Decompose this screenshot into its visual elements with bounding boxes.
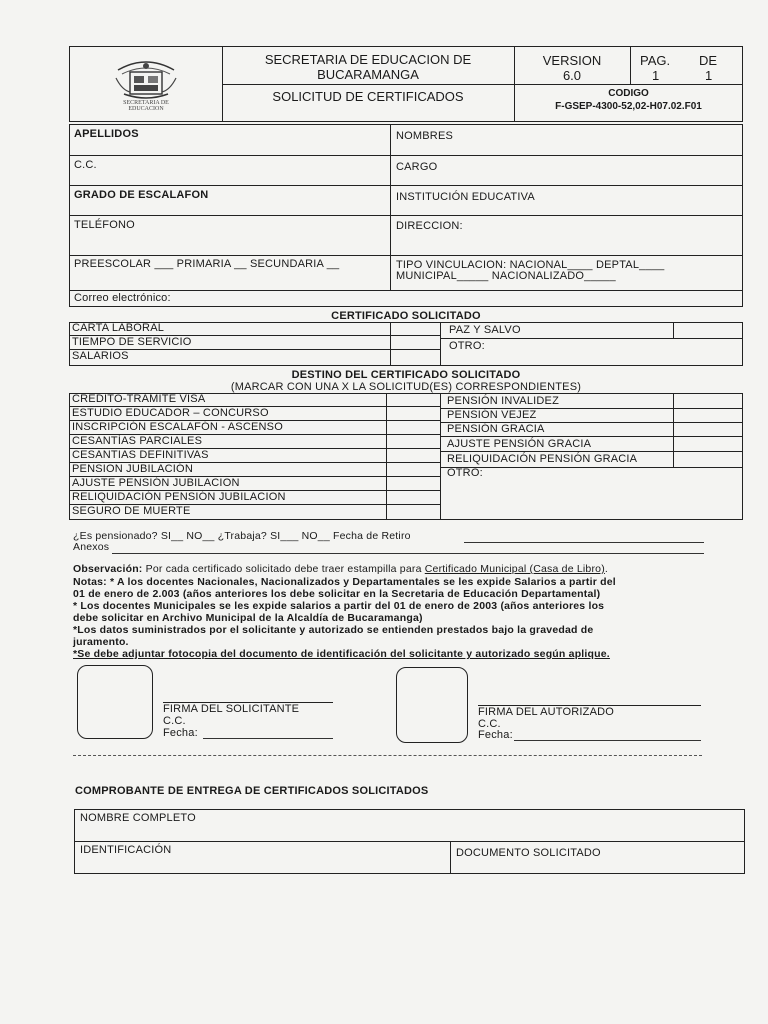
otro-certificado-field[interactable]: OTRO: <box>449 340 485 352</box>
check-cesantias-definitivas[interactable]: CESANTIAS DEFINITIVAS <box>72 449 209 461</box>
documento-solicitado-field[interactable]: DOCUMENTO SOLICITADO <box>456 847 601 859</box>
nota-3: * Los docentes Municipales se les expide salarios a partir del 01 de enero de 2003 (años anteriores los <box>73 600 605 612</box>
direccion-field[interactable]: DIRECCION: <box>396 220 463 232</box>
check-ajuste-pension-gracia[interactable]: AJUSTE PENSIÓN GRACIA <box>447 438 592 450</box>
observacion-label: Observación: <box>73 563 143 575</box>
page-label: PAG. <box>640 53 671 68</box>
observacion-text: Por cada certificado solicitado debe traer estampilla para <box>142 563 425 575</box>
nota-4: debe solicitar en Archivo Municipal de la Alcaldía de Bucaramanga) <box>73 612 423 624</box>
cargo-field[interactable]: CARGO <box>396 161 438 173</box>
observacion-link: Certificado Municipal (Casa de Libro) <box>424 563 605 575</box>
check-paz-salvo[interactable]: PAZ Y SALVO <box>449 324 521 336</box>
nota-7: *Se debe adjuntar fotocopia del documento de identificación del solicitante y autorizado según aplique. <box>73 648 610 660</box>
nombre-completo-field[interactable]: NOMBRE COMPLETO <box>80 812 196 824</box>
check-seguro-muerte[interactable]: SEGURO DE MUERTE <box>72 505 191 517</box>
check-carta-laboral[interactable]: CARTA LABORAL <box>72 322 165 334</box>
code-value: F-GSEP-4300-52,02-H07.02.F01 <box>555 101 702 112</box>
version-value: 6.0 <box>562 68 582 83</box>
check-pension-invalidez[interactable]: PENSIÓN INVALIDEZ <box>447 395 559 407</box>
check-credito-visa[interactable]: CREDITO-TRAMITE VISA <box>72 393 206 405</box>
nota-5: *Los datos suministrados por el solicitante y autorizado se entienden prestados bajo la gravedad de <box>73 624 594 636</box>
comprobante-title: COMPROBANTE DE ENTREGA DE CERTIFICADOS SOLICITADOS <box>75 785 429 797</box>
firma-autorizado-label[interactable]: FIRMA DEL AUTORIZADO <box>478 706 615 718</box>
form-title: SOLICITUD DE CERTIFICADOS <box>272 89 464 104</box>
seal-caption: SECRETARIA DE EDUCACION <box>123 100 169 112</box>
identificacion-field[interactable]: IDENTIFICACIÓN <box>80 844 172 856</box>
nota-2: 01 de enero de 2.003 (años anteriores los debe solicitar en la Secretaria de Educación Departamental) <box>73 588 601 600</box>
check-cesantias-parciales[interactable]: CESANTÍAS PARCIALES <box>72 435 203 447</box>
niveles-field[interactable]: PREESCOLAR ___ PRIMARIA __ SECUNDARIA __ <box>74 258 340 270</box>
pensionado-question[interactable]: ¿Es pensionado? SI__ NO__ ¿Trabaja? SI___ NO__ Fecha de Retiro <box>73 530 411 542</box>
nota-6: juramento. <box>73 636 129 648</box>
vinculacion-line2[interactable]: MUNICIPAL_____ NACIONALIZADO_____ <box>396 270 616 282</box>
vinculacion-line1[interactable]: TIPO VINCULACION: NACIONAL____ DEPTAL____ <box>396 259 665 271</box>
photo-box-autorizado <box>396 667 468 743</box>
version-label: VERSION <box>542 53 602 68</box>
check-estudio-concurso[interactable]: ESTUDIO EDUCADOR – CONCURSO <box>72 407 269 419</box>
code-label: CODIGO <box>608 88 649 99</box>
check-inscripcion-escalafon[interactable]: INSCRIPCIÓN ESCALAFÓN - ASCENSO <box>72 421 283 433</box>
check-reliquidacion-gracia[interactable]: RELIQUIDACIÓN PENSIÓN GRACIA <box>447 453 638 465</box>
fecha-solicitante-label[interactable]: Fecha: <box>163 727 198 739</box>
destino-title: DESTINO DEL CERTIFICADO SOLICITADO <box>291 369 521 381</box>
fecha-autorizado-label[interactable]: Fecha: <box>478 729 513 741</box>
check-pension-jubilacion[interactable]: PENSION JUBILACIÓN <box>72 463 193 475</box>
page-of-label: DE <box>699 53 718 68</box>
institution-line1: SECRETARIA DE EDUCACION DE <box>264 52 472 67</box>
grado-escalafon-field[interactable]: GRADO DE ESCALAFON <box>74 189 209 201</box>
otro-destino-field[interactable]: OTRO: <box>447 467 483 479</box>
certificado-title: CERTIFICADO SOLICITADO <box>331 310 481 322</box>
correo-field[interactable]: Correo electrónico: <box>74 292 171 304</box>
telefono-field[interactable]: TELÉFONO <box>74 219 135 231</box>
cc-field[interactable]: C.C. <box>74 159 97 171</box>
nombres-field[interactable]: NOMBRES <box>396 130 454 142</box>
firma-solicitante-label[interactable]: FIRMA DEL SOLICITANTE <box>163 703 300 715</box>
page-current: 1 <box>652 68 660 83</box>
apellidos-field[interactable]: APELLIDOS <box>74 128 139 140</box>
check-pension-gracia[interactable]: PENSIÓN GRACIA <box>447 423 545 435</box>
check-pension-vejez[interactable]: PENSIÓN VEJEZ <box>447 409 537 421</box>
seal-logo <box>106 56 186 114</box>
institution-line2: BUCARAMANGA <box>317 67 419 82</box>
cc-autorizado-label[interactable]: C.C. <box>478 718 501 730</box>
check-ajuste-pension-jubilacion[interactable]: AJUSTE PENSIÓN JUBILACION <box>72 477 240 489</box>
check-reliquidacion-jubilacion[interactable]: RELIQUIDACIÓN PENSIÓN JUBILACION <box>72 491 286 503</box>
destino-subtitle: (MARCAR CON UNA X LA SOLICITUD(ES) CORRESPONDIENTES) <box>230 381 582 393</box>
check-tiempo-servicio[interactable]: TIEMPO DE SERVICIO <box>72 336 192 348</box>
observacion-line: Observación: Por cada certificado solicitado debe traer estampilla para Certificado Municipal (Casa de Libro). <box>73 563 609 575</box>
cc-solicitante-label[interactable]: C.C. <box>163 715 186 727</box>
page-total: 1 <box>705 68 713 83</box>
check-salarios[interactable]: SALARIOS <box>72 350 129 362</box>
cut-line <box>73 755 702 756</box>
nota-1: Notas: * A los docentes Nacionales, Nacionalizados y Departamentales se les expide Salarios a partir del <box>73 576 616 588</box>
institucion-field[interactable]: INSTITUCIÓN EDUCATIVA <box>396 191 535 203</box>
anexos-label[interactable]: Anexos <box>73 541 110 553</box>
photo-box-solicitante <box>77 665 153 739</box>
